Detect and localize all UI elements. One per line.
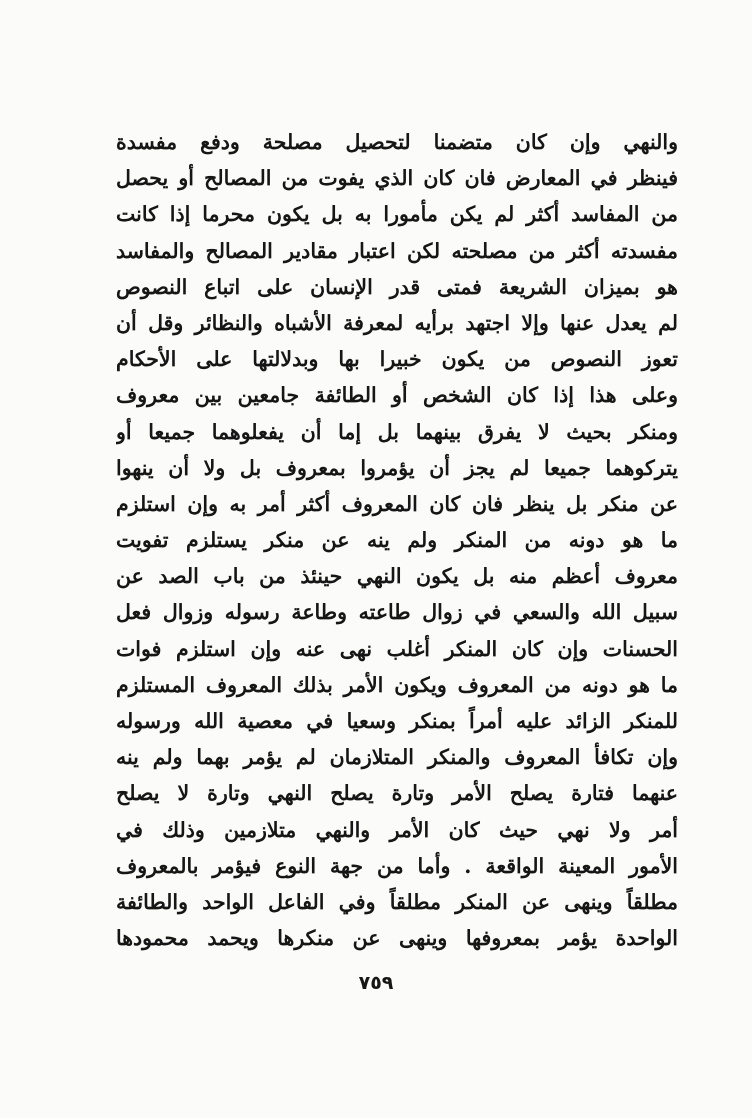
text-line: الواحدة يؤمر بمعروفها وينهى عن منكرها ويحمد محمودها: [116, 926, 678, 951]
text-line: تعوز النصوص من يكون خبيرا بها وبدلالتها على الأحكام: [116, 347, 678, 372]
text-line: عنهما فتارة يصلح الأمر وتارة يصلح النهي وتارة لا يصلح: [116, 781, 678, 806]
body-text: [116, 124, 678, 956]
text-line: سبيل الله والسعي في زوال طاعته وطاعة رسوله وزوال فعل: [116, 600, 678, 625]
text-line: ومنكر بحيث لا يفرق بينهما بل إما أن يفعلوهما جميعا أو: [116, 419, 678, 444]
text-line: ما هو دونه من المعروف ويكون الأمر بذلك المعروف المستلزم: [116, 672, 678, 697]
text-line: الحسنات وإن كان المنكر أغلب نهى عنه وإن استلزم فوات: [116, 636, 678, 661]
page-number: ٧٥٩: [358, 972, 394, 994]
text-line: للمنكر الزائد عليه أمراً بمنكر وسعيا في معصية الله ورسوله: [116, 709, 678, 733]
text-line: والنهي وإن كان متضمنا لتحصيل مصلحة ودفع مفسدة: [116, 130, 678, 154]
text-line: عن منكر بل ينظر فان كان المعروف أكثر أمر به وإن استلزم: [116, 491, 678, 516]
text-line: أمر ولا نهي حيث كان الأمر والنهي متلازمين وذلك في: [116, 817, 678, 842]
text-line: مطلقاً وينهى عن المنكر مطلقاً وفي الفاعل الواحد والطائفة: [116, 889, 678, 914]
text-line: مفسدته أكثر من مصلحته لكن اعتبار مقادير المصالح والمفاسد: [116, 238, 678, 263]
text-line: ما هو دونه من المنكر ولم ينه عن منكر يستلزم تفويت: [116, 528, 678, 553]
text-line: لم يعدل عنها وإلا اجتهد برأيه لمعرفة الأشباه والنظائر وقل أن: [116, 310, 678, 335]
text-line: معروف أعظم منه بل يكون النهي حينئذ من باب الصد عن: [116, 564, 678, 589]
text-line: هو بميزان الشريعة فمتى قدر الإنسان على اتباع النصوص: [116, 274, 678, 299]
text-line: يتركوهما جميعا لم يجز أن يؤمروا بمعروف بل ولا أن ينهوا: [116, 455, 678, 480]
text-line: فينظر في المعارض فان كان الذي يفوت من المصالح أو يحصل: [116, 166, 678, 191]
text-line: وإن تكافأ المعروف والمنكر المتلازمان لم يؤمر بهما ولم ينه: [116, 745, 678, 770]
text-line: الأمور المعينة الواقعة . وأما من جهة النوع فيؤمر بالمعروف: [116, 853, 678, 878]
text-line: من المفاسد أكثر لم يكن مأمورا به بل يكون محرما إذا كانت: [116, 202, 678, 227]
text-line: وعلى هذا إذا كان الشخص أو الطائفة جامعين بين معروف: [116, 383, 678, 408]
